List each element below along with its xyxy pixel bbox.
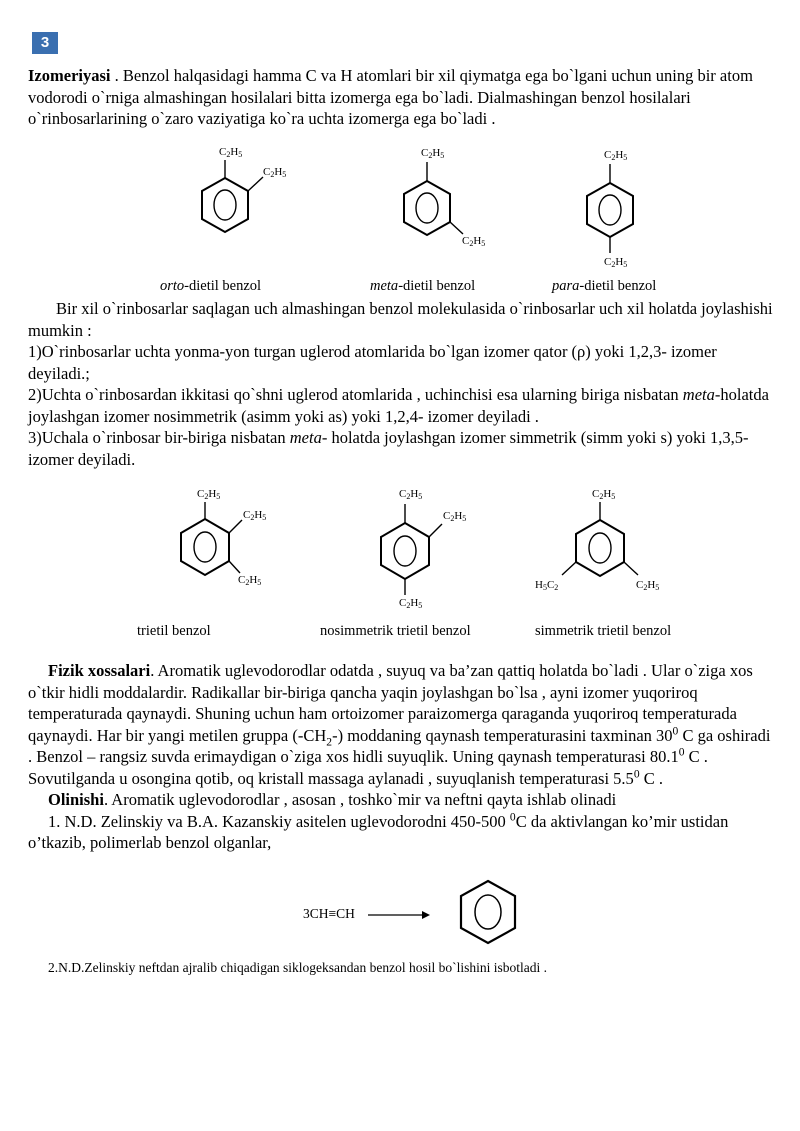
isomerism-paragraph [28,65,776,130]
isomerism-text: . Benzol halqasidagi hamma C va H atomlari bir xil qiymatga ega bo`lgani uchun uning bir atom vodorodi o`rniga almashingan hosilalari bitta izomerga ega bo`ladi. Dialmashingan benzol hosilalari o`rinbosarlarining o`zaro vaziyatiga ko`ra uchta izomerga ega bo`ladi . [28,66,753,128]
svg-text:C2H5: C2H5 [399,597,423,610]
diethylbenzene-structures [0,140,800,275]
svg-text:C2H5: C2H5 [592,488,616,501]
trisubstituted-paragraph [28,298,776,470]
ortho-caption: orto-dietil benzol [160,278,262,294]
olinishi-item-1: 1. N.D. Zelinskiy va B.A. Kazanskiy asitelen uglevodorodni 450-500 $^0$C da aktivlangan ko’mir ustidan o’tkazib, polimerlab benzol olganlar, [28,811,729,852]
para-substituent-bottom: C2H5 [604,256,628,269]
trisub-item-2: 2)Uchta o`rinbosardan ikkitasi qo`shni uglerod atomlarida , uchinchisi esa ularning biriga nisbatan meta-holatda joylashgan izomer nosimmetrik (asimm yoki as) yoki 1,2,4- izomer deyiladi . [28,385,769,426]
physical-properties-paragraph: Fizik xossalari. Aromatik uglevodorodlar odatda , suyuq va ba’zan qattiq holatda bo`ladi . Ular o`ziga xos o`tkir hidli moddalardir. Radikallar bir-biriga qancha yaqin joylashgan bo`lsa , ayni izomer yuqoriroq temperaturada qaynaydi. Shuning uchun ham ortoizomer paraizomerga qaraganda yuqoriroq temperaturada qaynaydi. Har bir yangi metilen gruppa $(-CH_2-)$ moddaning qaynash temperaturasini taxminan $30^0$ C ga oshiradi . Benzol – rangsiz suvda erimaydigan o`ziga xos hidli suyuqlik. Uning qaynash temperaturasi 80.1$^0$ C . Sovutilganda u osongina qotib, oq kristall massaga aylanadi , suyuqlanish temperaturasi $5.5^0$ C . Olinishi. Aromatik uglevodorodlar , asosan , toshko`mir va neftni qayta ishlab olinadi 1. N.D. Zelinskiy va B.A. Kazanskiy asitelen uglevodorodni 450-500 $^0$C da aktivlangan ko’mir ustidan o’tkazib, polimerlab benzol olganlar, [28,660,776,854]
svg-text:C2H5: C2H5 [243,509,267,522]
benzene-product [455,878,525,948]
svg-text:C2H5: C2H5 [197,488,221,501]
svg-text:C2H5: C2H5 [399,488,423,501]
vicinal-triethylbenzene-structure [181,488,266,587]
olinishi-item-2: 2.N.D.Zelinskiy neftdan ajralib chiqadigan siklogeksandan benzol hosil bo`lishini isbotladi . [48,960,548,975]
olinishi-heading: Olinishi [48,790,104,809]
ortho-diethylbenzene-structure [202,146,286,232]
meta-diethylbenzene-structure [404,147,485,248]
svg-text:C2H5: C2H5 [636,579,660,592]
triethyl-caption-3: simmetrik trietil benzol [535,623,672,639]
physical-properties-heading: Fizik xossalari [48,661,151,680]
meta-substituent-bottom-right: C2H5 [462,235,486,248]
trisub-intro: Bir xil o`rinbosarlar saqlagan uch almashingan benzol molekulasida o`rinbosarlar uch xil holatda joylashishi mumkin : [28,299,773,340]
para-substituent-top: C2H5 [604,149,628,162]
svg-text:H5C2: H5C2 [535,579,559,592]
trisub-item-3: 3)Uchala o`rinbosar bir-biriga nisbatan meta- holatda joylashgan izomer simmetrik (simm yoki s) yoki 1,3,5- izomer deyiladi. [28,428,749,469]
asymmetric-triethylbenzene-structure [381,488,466,610]
triethylbenzene-structures [0,480,800,615]
para-diethylbenzene-structure [587,149,633,269]
triethyl-caption-2: nosimmetrik trietil benzol [320,623,471,639]
olinishi-text: . Aromatik uglevodorodlar , asosan , toshko`mir va neftni qayta ishlab olinadi [103,790,617,809]
svg-text:C2H5: C2H5 [443,510,467,523]
ortho-substituent-right: C2H5 [263,166,287,179]
para-caption: para-dietil benzol [552,278,657,294]
svg-text:C2H5: C2H5 [238,574,262,587]
ortho-substituent-top: C2H5 [219,146,243,159]
section-number-badge: 3 [32,32,58,54]
reaction-reactant: 3CH≡CH [303,906,355,921]
symmetric-triethylbenzene-structure [535,488,659,592]
triethyl-caption-1: trietil benzol [137,623,211,639]
trisub-item-1: 1)O`rinbosarlar uchta yonma-yon turgan uglerod atomlarida bo`lgan izomer qator (ρ) yoki 1,2,3- izomer deyiladi.; [28,342,717,383]
meta-caption: meta-dietil benzol [370,278,476,294]
meta-substituent-top: C2H5 [421,147,445,160]
isomerism-heading: Izomeriyasi [28,66,111,85]
